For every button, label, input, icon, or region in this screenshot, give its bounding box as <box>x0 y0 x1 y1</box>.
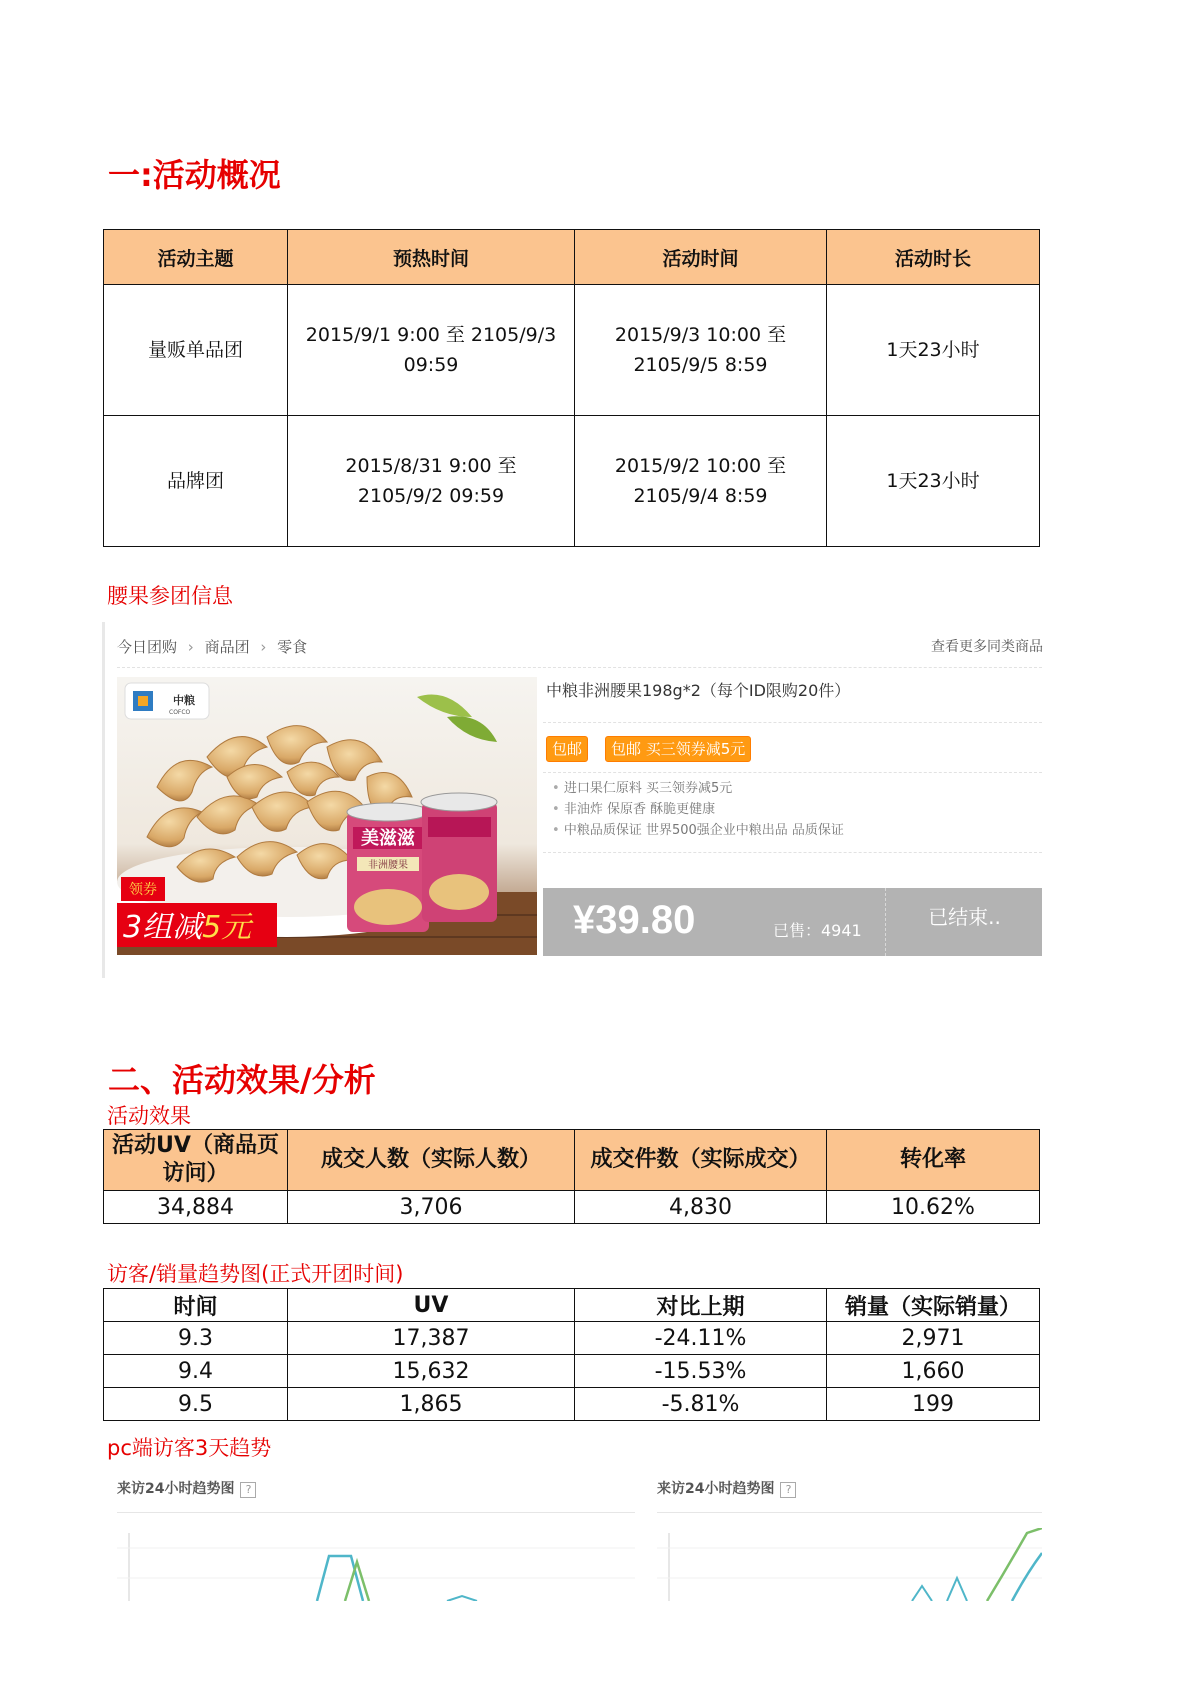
divider <box>543 852 1042 853</box>
divider <box>543 772 1042 773</box>
trend-lines <box>117 1528 635 1601</box>
section-title-effect: 二、活动效果/分析 <box>108 1061 376 1099</box>
tag-free-shipping: 包邮 <box>546 736 588 762</box>
cashew-illustration <box>117 677 537 955</box>
brand-logo: 中粮 <box>173 694 195 707</box>
breadcrumb-item[interactable]: 商品团 <box>204 638 250 656</box>
chart-title <box>117 1478 635 1498</box>
table-cell: 10.62% <box>827 1191 1040 1224</box>
table-cell: 1,660 <box>827 1355 1040 1388</box>
panel-edge <box>102 622 105 978</box>
price-bar <box>543 888 1042 956</box>
chart-header-divider <box>117 1512 635 1513</box>
promo-text <box>123 910 254 945</box>
table-cell: 1,865 <box>288 1388 575 1421</box>
chart-title <box>657 1478 1042 1498</box>
table-header-row <box>104 1130 1040 1191</box>
product-title[interactable]: 中粮非洲腰果198g*2（每个ID限购20件） <box>546 681 851 700</box>
table-cell: 2015/9/2 10:00 至 2105/9/4 8:59 <box>575 416 827 547</box>
ended-button[interactable]: 已结束.. <box>885 888 1043 956</box>
can-label: 美滋滋 <box>361 828 415 849</box>
pc-visitors-heading: pc端访客3天趋势 <box>107 1436 272 1460</box>
table-header-cell: 活动时长 <box>827 230 1040 285</box>
section-title-overview: 一:活动概况 <box>108 156 281 194</box>
table-header-row <box>104 1289 1040 1322</box>
product-heading: 腰果参团信息 <box>107 584 233 608</box>
table-header-row <box>104 230 1040 285</box>
series-line <box>447 1596 477 1601</box>
table-header-cell: 成交人数（实际人数） <box>288 1130 575 1191</box>
table-cell: 9.3 <box>104 1322 288 1355</box>
table-cell: 品牌团 <box>104 416 288 547</box>
table-cell: 2015/9/1 9:00 至 2105/9/3 09:59 <box>288 285 575 416</box>
table-cell: 2,971 <box>827 1322 1040 1355</box>
coupon-badge: 领券 <box>129 882 157 898</box>
table-cell: 9.5 <box>104 1388 288 1421</box>
table-row <box>104 416 1040 547</box>
table-header-cell: 活动主题 <box>104 230 288 285</box>
chart-header-divider <box>657 1512 1042 1513</box>
table-cell: 34,884 <box>104 1191 288 1224</box>
series-line <box>1012 1553 1042 1601</box>
help-icon[interactable]: ? <box>240 1482 256 1498</box>
sold-count: 已售：4941 <box>773 921 862 940</box>
product-image[interactable] <box>117 677 537 955</box>
table-cell: 199 <box>827 1388 1040 1421</box>
table-cell: 15,632 <box>288 1355 575 1388</box>
table-row <box>104 1388 1040 1421</box>
table-header-cell: 成交件数（实际成交） <box>575 1130 827 1191</box>
breadcrumb-item[interactable]: 零食 <box>277 638 308 656</box>
table-cell: 17,387 <box>288 1322 575 1355</box>
table-cell: -24.11% <box>575 1322 827 1355</box>
can-sublabel: 非洲腰果 <box>368 860 408 871</box>
trend-heading: 访客/销量趋势图(正式开团时间) <box>107 1262 404 1286</box>
table-cell: 9.4 <box>104 1355 288 1388</box>
table-cell: 2015/9/3 10:00 至 2105/9/5 8:59 <box>575 285 827 416</box>
trend-lines <box>657 1528 1042 1601</box>
breadcrumb-separator: › <box>260 638 267 656</box>
more-similar-link[interactable]: 查看更多同类商品 <box>931 639 1043 655</box>
chart-title-text: 来访24小时趋势图 <box>657 1481 775 1497</box>
help-icon[interactable]: ? <box>780 1482 796 1498</box>
trend-table <box>103 1288 1040 1421</box>
table-header-cell: 时间 <box>104 1289 288 1322</box>
series-line <box>912 1586 932 1601</box>
feature-item: • 进口果仁原料 买三领券减5元 <box>552 778 844 799</box>
table-header-cell: 对比上期 <box>575 1289 827 1322</box>
table-header-cell: UV <box>288 1289 575 1322</box>
table-row <box>104 1355 1040 1388</box>
can-front <box>347 803 429 932</box>
chart-left <box>117 1478 635 1601</box>
promo-text-b: 5元 <box>202 910 252 945</box>
tag-coupon-offer: 包邮 买三领券减5元 <box>605 736 751 762</box>
table-row <box>104 1322 1040 1355</box>
effect-subheading: 活动效果 <box>107 1104 191 1128</box>
table-header-cell: 转化率 <box>827 1130 1040 1191</box>
table-cell: -15.53% <box>575 1355 827 1388</box>
table-cell: 1天23小时 <box>827 416 1040 547</box>
divider <box>117 667 1042 668</box>
series-line <box>947 1578 967 1601</box>
table-cell: 4,830 <box>575 1191 827 1224</box>
table-cell: 2015/8/31 9:00 至 2105/9/2 09:59 <box>288 416 575 547</box>
effect-table <box>103 1129 1040 1224</box>
table-row <box>104 285 1040 416</box>
divider <box>543 722 1042 723</box>
can-back <box>421 793 497 922</box>
breadcrumb <box>117 636 313 657</box>
table-cell: -5.81% <box>575 1388 827 1421</box>
feature-item: • 非油炸 保原香 酥脆更健康 <box>552 799 844 820</box>
table-header-cell: 活动UV（商品页访问） <box>104 1130 288 1191</box>
feature-list <box>552 778 844 841</box>
feature-item: • 中粮品质保证 世界500强企业中粮出品 品质保证 <box>552 820 844 841</box>
table-header-cell: 预热时间 <box>288 230 575 285</box>
overview-table <box>103 229 1040 547</box>
product-panel <box>102 622 1042 978</box>
table-cell: 量贩单品团 <box>104 285 288 416</box>
table-header-cell: 销量（实际销量） <box>827 1289 1040 1322</box>
table-header-cell: 活动时间 <box>575 230 827 285</box>
breadcrumb-separator: › <box>187 638 194 656</box>
chart-title-text: 来访24小时趋势图 <box>117 1481 235 1497</box>
table-cell: 1天23小时 <box>827 285 1040 416</box>
brand-logo-en: COFCO <box>169 709 191 716</box>
chart-right <box>657 1478 1042 1601</box>
breadcrumb-item[interactable]: 今日团购 <box>117 638 178 656</box>
table-row <box>104 1191 1040 1224</box>
product-price: ¥39.80 <box>573 898 696 942</box>
table-cell: 3,706 <box>288 1191 575 1224</box>
promo-text-a: 3组减 <box>123 910 203 945</box>
